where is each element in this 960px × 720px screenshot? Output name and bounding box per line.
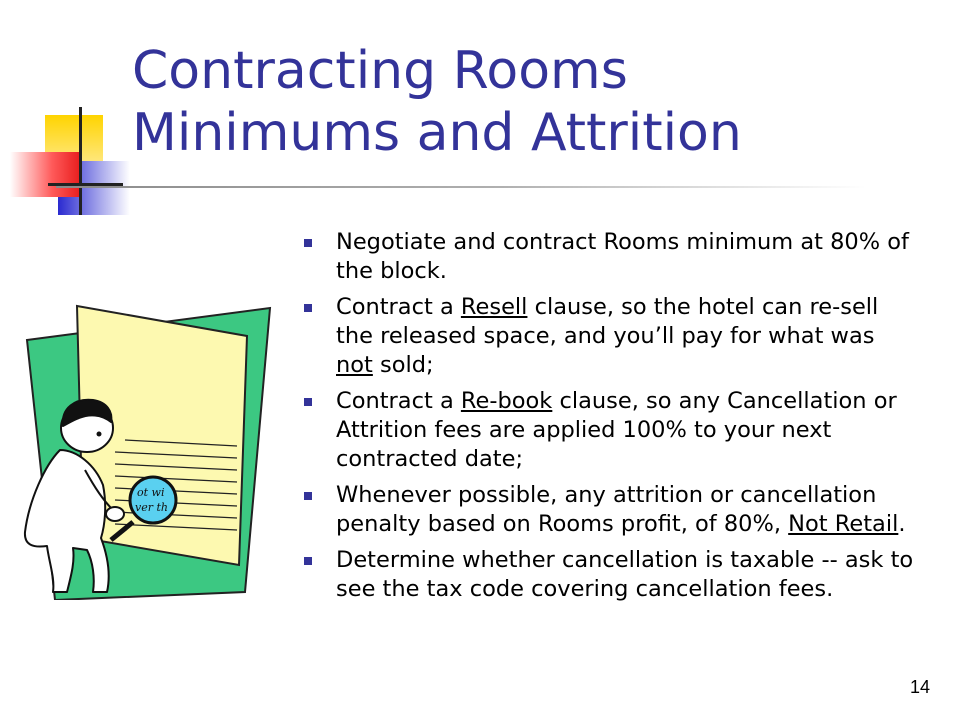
corner-decoration — [0, 95, 140, 220]
bullet-item — [304, 481, 914, 539]
bullet-item — [304, 293, 914, 380]
magnifier-text-2: ver th — [135, 501, 168, 514]
bullet-text: clause, so the hotel can re-sell the released space, and you’ll pay for what was — [336, 294, 879, 349]
bullet-text: Negotiate and contract Rooms minimum at 80% of the block. — [336, 229, 909, 284]
title-line-1: Contracting Rooms — [132, 41, 628, 101]
underlined-term: not — [336, 352, 373, 378]
bullet-item — [304, 546, 914, 604]
man-eye — [97, 432, 102, 437]
man-body — [25, 450, 109, 592]
underlined-term: Re-book — [460, 388, 553, 414]
bullet-text: Determine whether cancellation is taxable -- ask to see the tax code covering cancellation fees. — [336, 547, 914, 602]
bullet-text: Whenever possible, any attrition or cancellation penalty based on Rooms profit, of 80%, — [336, 482, 877, 537]
man-with-magnifier-illustration — [15, 300, 280, 600]
bullet-text: Contract a — [336, 294, 461, 320]
bullet-text: Contract a — [336, 388, 461, 414]
bullet-item — [304, 387, 914, 474]
page-number: 14 — [909, 677, 930, 697]
title-line-2: Minimums and Attrition — [132, 103, 742, 163]
magnifier-lens — [130, 477, 176, 523]
underlined-term: Resell — [460, 294, 528, 320]
slide-title — [132, 40, 742, 164]
bullet-list — [304, 228, 914, 611]
bullet-text: . — [898, 511, 906, 537]
title-divider — [56, 186, 866, 188]
corner-vline — [79, 107, 82, 215]
red-square — [10, 152, 80, 197]
magnifier-text-1: ot wi — [137, 486, 165, 499]
man-hand — [106, 507, 124, 521]
underlined-term: Not Retail — [788, 511, 899, 537]
bullet-item — [304, 228, 914, 286]
bullet-text: clause, so any Cancellation or Attrition fees are applied 100% to your next contracted date; — [336, 388, 897, 472]
bullet-text: sold; — [372, 352, 434, 378]
